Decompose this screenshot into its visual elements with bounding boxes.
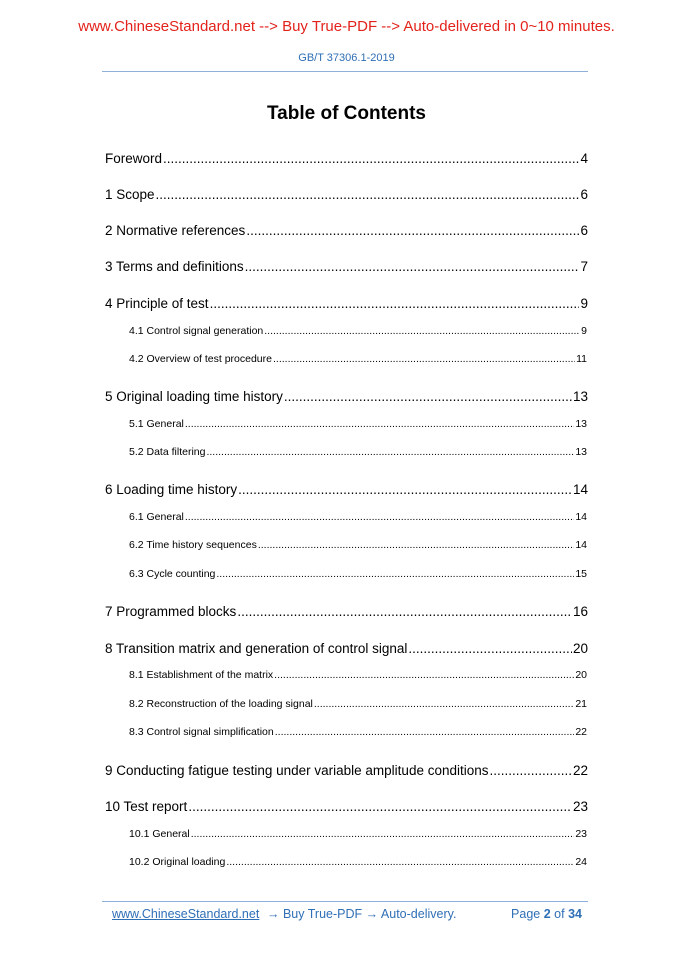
- toc-entry-label: 6.3 Cycle counting: [129, 568, 216, 580]
- toc-entry-page: 22: [572, 763, 588, 778]
- toc-leader-dots: [216, 568, 574, 580]
- toc-entry-control-signal-generation[interactable]: [129, 325, 587, 339]
- toc-leader-dots: [185, 511, 574, 523]
- toc-entry-label: 4.2 Overview of test procedure: [129, 353, 272, 365]
- toc-entry-label: 6.2 Time history sequences: [129, 539, 257, 551]
- footer-divider: [102, 901, 588, 902]
- toc-entry-label: 5.1 General: [129, 418, 184, 430]
- toc-entry-foreword[interactable]: [105, 151, 588, 169]
- toc-entry-page: 13: [575, 418, 587, 430]
- toc-entry-label: 2 Normative references: [105, 223, 246, 238]
- toc-entry-page: 11: [576, 353, 587, 365]
- toc-entry-overview-test-procedure[interactable]: [129, 353, 587, 367]
- toc-entry-normative-references[interactable]: [105, 223, 588, 241]
- page-of: of: [554, 907, 565, 921]
- toc-entry-10-1-general[interactable]: [129, 828, 587, 842]
- toc-entry-page: 21: [575, 698, 587, 710]
- toc-entry-5-1-general[interactable]: [129, 418, 587, 432]
- toc-leader-dots: [490, 763, 572, 778]
- toc-entry-control-signal-simplification[interactable]: [129, 726, 587, 740]
- toc-entry-page: 13: [572, 389, 588, 404]
- toc-entry-loading-time-history[interactable]: [105, 482, 588, 500]
- toc-entry-6-1-general[interactable]: [129, 511, 587, 525]
- toc-entry-programmed-blocks[interactable]: [105, 604, 588, 622]
- toc-entry-page: 23: [575, 828, 587, 840]
- toc-leader-dots: [284, 389, 572, 404]
- toc-leader-dots: [210, 296, 580, 311]
- toc-leader-dots: [163, 151, 579, 166]
- toc-entry-page: 14: [572, 482, 588, 497]
- toc-entry-page: 20: [575, 669, 587, 681]
- toc-entry-page: 15: [575, 568, 587, 580]
- toc-leader-dots: [273, 353, 575, 365]
- toc-leader-dots: [264, 325, 580, 337]
- toc-leader-dots: [188, 799, 572, 814]
- toc-entry-label: 8.3 Control signal simplification: [129, 726, 274, 738]
- page-footer: [112, 907, 582, 923]
- toc-entry-data-filtering[interactable]: [129, 446, 587, 460]
- toc-entry-page: 23: [572, 799, 588, 814]
- toc-leader-dots: [156, 187, 580, 202]
- toc-entry-original-loading-time-history[interactable]: [105, 389, 588, 407]
- toc-title: Table of Contents: [266, 103, 427, 124]
- toc-entry-time-history-sequences[interactable]: [129, 539, 587, 553]
- toc-entry-cycle-counting[interactable]: [129, 568, 587, 582]
- toc-entry-label: 10.2 Original loading: [129, 856, 226, 868]
- page-current: 2: [543, 907, 551, 921]
- toc-entry-label: 9 Conducting fatigue testing under variable amplitude conditions: [105, 763, 489, 778]
- toc-leader-dots: [258, 539, 574, 551]
- toc-entry-page: 6: [580, 187, 588, 202]
- toc-leader-dots: [226, 856, 574, 868]
- toc-entry-label: Foreword: [105, 151, 163, 166]
- page-word: Page: [511, 907, 541, 921]
- toc-entry-label: 4 Principle of test: [105, 296, 209, 311]
- toc-entry-terms-definitions[interactable]: [105, 259, 588, 277]
- toc-leader-dots: [408, 641, 572, 656]
- toc-entry-page: 9: [581, 325, 587, 337]
- toc-leader-dots: [245, 259, 580, 274]
- toc-entry-page: 9: [580, 296, 588, 311]
- toc-entry-label: 8.2 Reconstruction of the loading signal: [129, 698, 313, 710]
- toc-entry-transition-matrix[interactable]: [105, 641, 588, 659]
- toc-entry-principle-of-test[interactable]: [105, 296, 588, 314]
- toc-entry-label: 1 Scope: [105, 187, 155, 202]
- toc-leader-dots: [274, 669, 574, 681]
- toc-entry-label: 6 Loading time history: [105, 482, 238, 497]
- toc-entry-fatigue-testing[interactable]: [105, 763, 588, 781]
- toc-leader-dots: [237, 604, 572, 619]
- footer-site-link[interactable]: www.ChineseStandard.net: [112, 907, 260, 921]
- toc-entry-page: 14: [575, 539, 587, 551]
- toc-entry-label: 8.1 Establishment of the matrix: [129, 669, 274, 681]
- toc-entry-label: 6.1 General: [129, 511, 184, 523]
- toc-entry-test-report[interactable]: [105, 799, 588, 817]
- toc-entry-page: 14: [575, 511, 587, 523]
- toc-entry-page: 4: [580, 151, 588, 166]
- toc-entry-page: 7: [580, 259, 588, 274]
- footer-tagline: → Buy True-PDF → Auto-delivery.: [267, 907, 457, 921]
- page-indicator: [511, 907, 582, 921]
- toc-entry-label: 8 Transition matrix and generation of control signal: [105, 641, 408, 656]
- toc-entry-page: 20: [572, 641, 588, 656]
- toc-entry-label: 5 Original loading time history: [105, 389, 283, 404]
- toc-entry-establishment-of-matrix[interactable]: [129, 669, 587, 683]
- toc-entry-original-loading[interactable]: [129, 856, 587, 870]
- toc-leader-dots: [238, 482, 572, 497]
- toc-entry-label: 4.1 Control signal generation: [129, 325, 264, 337]
- toc-leader-dots: [314, 698, 574, 710]
- toc-entry-scope[interactable]: [105, 187, 588, 205]
- toc-entry-page: 22: [575, 726, 587, 738]
- toc-entry-page: 6: [580, 223, 588, 238]
- toc-entry-page: 24: [575, 856, 587, 868]
- toc-entry-page: 13: [575, 446, 587, 458]
- toc-entry-label: 7 Programmed blocks: [105, 604, 237, 619]
- toc-entry-label: 3 Terms and definitions: [105, 259, 244, 274]
- toc-leader-dots: [275, 726, 575, 738]
- page-total: 34: [568, 907, 582, 921]
- toc-leader-dots: [191, 828, 575, 840]
- toc-entry-page: 16: [572, 604, 588, 619]
- toc-leader-dots: [206, 446, 574, 458]
- toc-leader-dots: [246, 223, 579, 238]
- toc-leader-dots: [185, 418, 574, 430]
- promo-banner[interactable]: www.ChineseStandard.net --> Buy True-PDF --> Auto-delivered in 0~10 minutes.: [78, 18, 615, 35]
- toc-entry-label: 10 Test report: [105, 799, 188, 814]
- toc-entry-reconstruction-loading-signal[interactable]: [129, 698, 587, 712]
- toc-entry-label: 5.2 Data filtering: [129, 446, 206, 458]
- toc-entry-label: 10.1 General: [129, 828, 190, 840]
- document-code: GB/T 37306.1-2019: [298, 52, 395, 64]
